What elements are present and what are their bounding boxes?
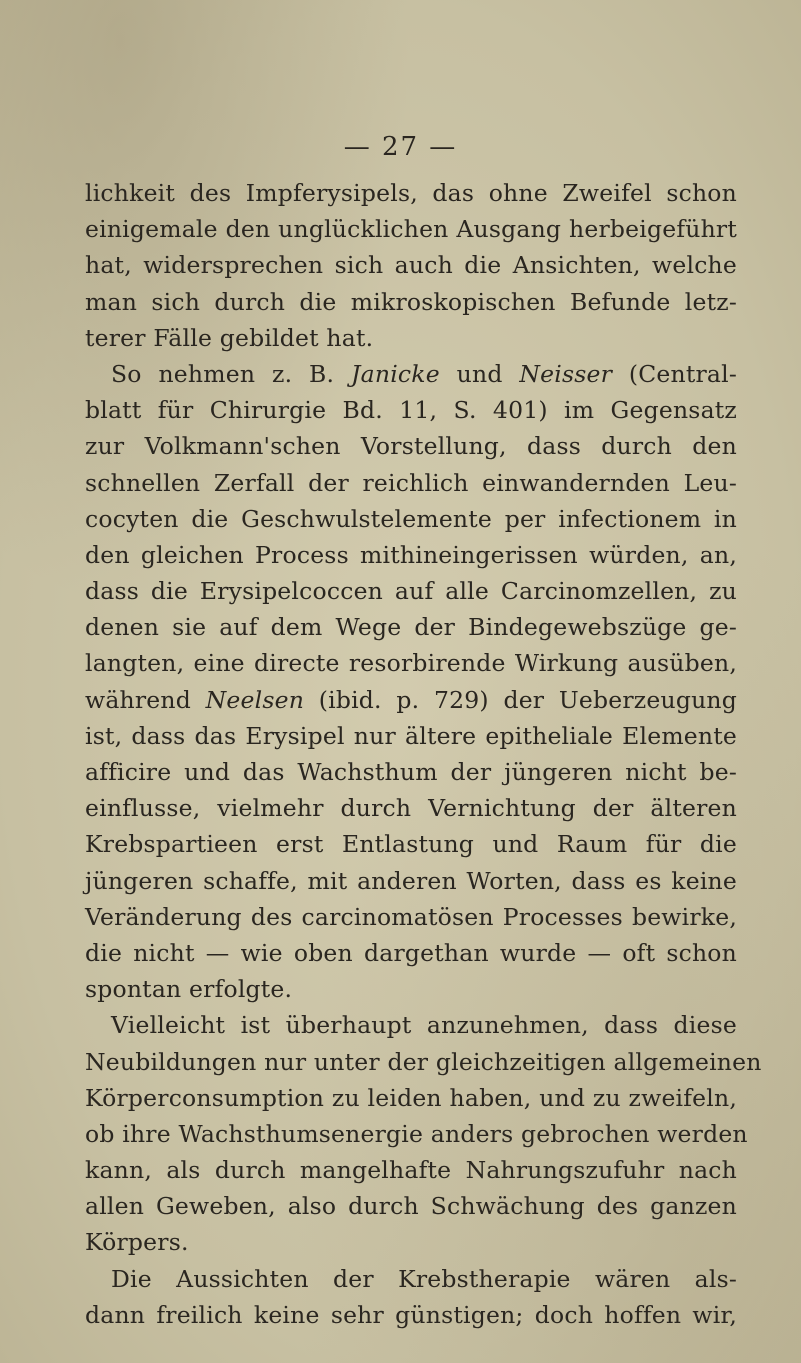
text-line: die nicht — wie oben dargethan wurde — oft schon (85, 938, 737, 967)
text-line: einflusse, vielmehr durch Vernichtung der älteren (85, 794, 737, 823)
text-line: ob ihre Wachsthumsenergie anders gebrochen werden (85, 1119, 748, 1148)
text-line: spontan erfolgte. (85, 975, 293, 1004)
text-line: dann freilich keine sehr günstigen; doch hoffen wir, (85, 1300, 737, 1329)
text-line: allen Geweben, also durch Schwächung des ganzen (85, 1192, 737, 1221)
text-line: schnellen Zerfall der reichlich einwandernden Leu- (85, 468, 737, 497)
text-line: dass die Erysipelcoccen auf alle Carcinomzellen, zu (85, 577, 737, 606)
text-segment: während (85, 685, 206, 714)
text-segment: (Central- (612, 359, 738, 388)
text-line: ist, dass das Erysipel nur ältere epitheliale Elemente (85, 721, 737, 750)
text-line (85, 682, 737, 718)
text-line: langten, eine directe resorbirende Wirkung ausüben, (85, 649, 737, 678)
text-line: den gleichen Process mithineingerissen würden, an, (85, 540, 737, 569)
text-line: lichkeit des Impferysipels, das ohne Zweifel schon (85, 179, 737, 207)
text-line: denen sie auf dem Wege der Bindegewebszüge ge- (85, 613, 737, 642)
text-line (85, 356, 737, 392)
text-line: Die Aussichten der Krebstherapie wären als- (111, 1264, 737, 1293)
text-line: Körpers. (85, 1228, 189, 1257)
text-line: hat, widersprechen sich auch die Ansichten, welche (85, 251, 737, 280)
text-line: blatt für Chirurgie Bd. 11, S. 401) im Gegensatz (85, 396, 737, 425)
text-line: Veränderung des carcinomatösen Processes bewirke, (85, 902, 737, 931)
text-line: afficire und das Wachsthum der jüngeren nicht be- (85, 758, 737, 786)
author-name: Janicke (351, 359, 440, 388)
text-segment: (ibid. p. 729) der Ueberzeugung (304, 685, 737, 714)
author-name: Neisser (519, 359, 613, 388)
text-line: Neubildungen nur unter der gleichzeitigen allgemeinen (85, 1047, 762, 1076)
text-segment: und (439, 359, 520, 388)
text-line: Vielleicht ist überhaupt anzunehmen, dass diese (111, 1011, 737, 1040)
text-line: kann, als durch mangelhafte Nahrungszufuhr nach (85, 1156, 737, 1185)
text-line: einigemale den unglücklichen Ausgang herbeigeführt (85, 215, 737, 244)
text-line: jüngeren schaffe, mit anderen Worten, dass es keine (85, 866, 737, 895)
text-line: Krebspartieen erst Entlastung und Raum für die (85, 830, 737, 859)
page-number: — 27 — (343, 132, 458, 162)
text-line: Körperconsumption zu leiden haben, und zu zweifeln, (85, 1083, 737, 1112)
text-line: cocyten die Geschwulstelemente per infectionem in (85, 504, 737, 533)
text-line: man sich durch die mikroskopischen Befunde letz- (85, 287, 737, 316)
body-text (85, 175, 762, 1333)
text-segment: So nehmen z. B. (111, 359, 352, 388)
text-line: terer Fälle gebildet hat. (85, 323, 374, 352)
author-name: Neelsen (205, 685, 305, 714)
text-line: zur Volkmann'schen Vorstellung, dass durch den (85, 432, 737, 461)
